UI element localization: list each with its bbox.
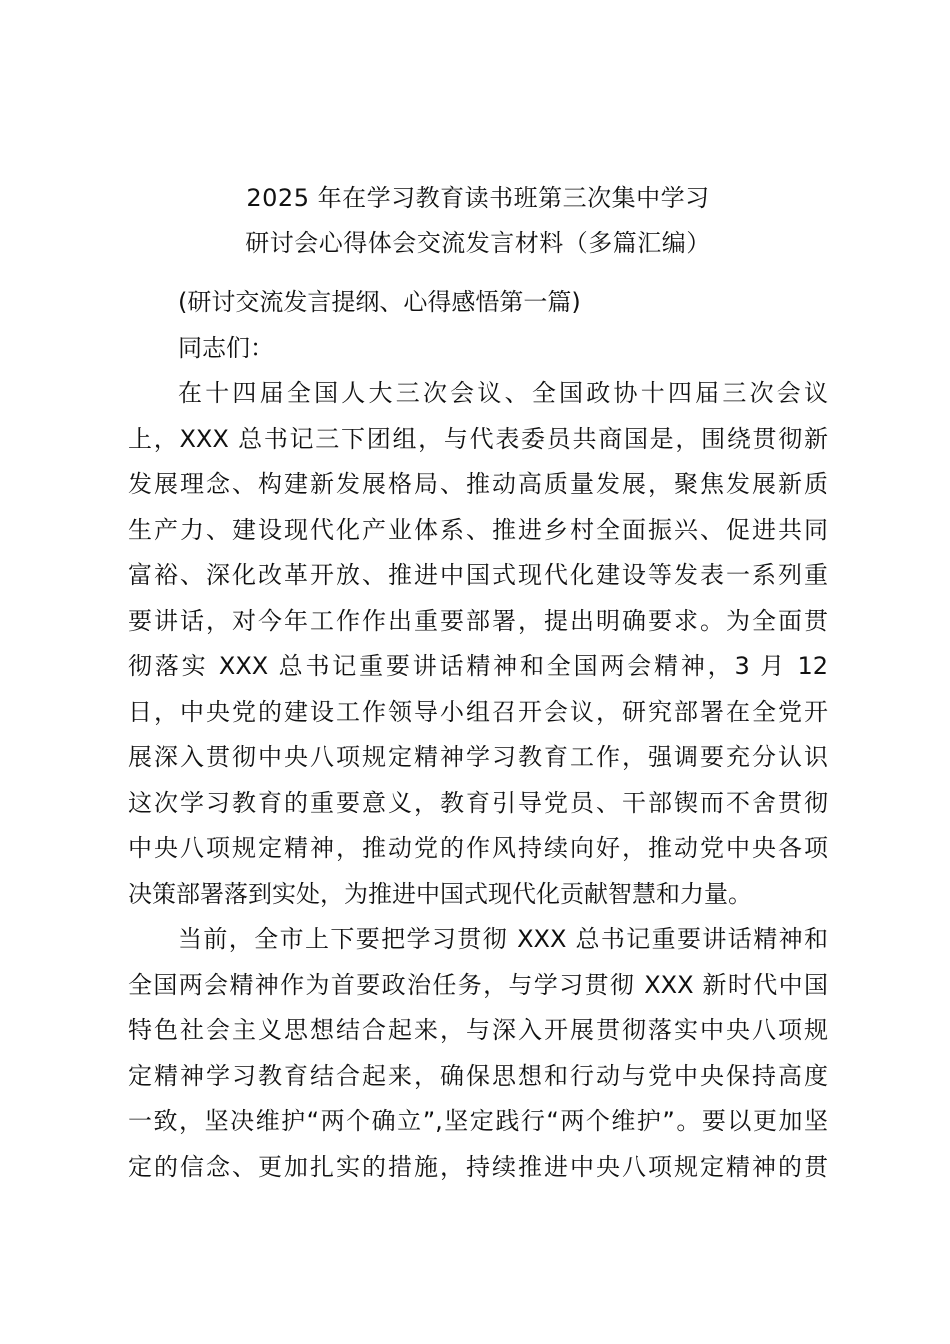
document-subtitle: (研讨交流发言提纲、心得感悟第一篇) — [178, 288, 581, 316]
paragraph-line: 展深入贯彻中央八项规定精神学习教育工作，强调要充分认识 — [128, 743, 828, 771]
document-body — [128, 280, 828, 1190]
paragraph-line: 富裕、深化改革开放、推进中国式现代化建设等发表一系列重 — [128, 561, 828, 589]
paragraph-line: 全国两会精神作为首要政治任务，与学习贯彻 XXX 新时代中国 — [128, 970, 828, 999]
paragraph-1 — [128, 371, 828, 917]
paragraph-line: 定的信念、更加扎实的措施，持续推进中央八项规定精神的贯 — [128, 1152, 828, 1181]
paragraph-line: 发展理念、构建新发展格局、推动高质量发展，聚焦发展新质 — [128, 470, 828, 498]
paragraph-line: 这次学习教育的重要意义，教育引导党员、干部锲而不舍贯彻 — [128, 788, 828, 817]
paragraph-line: 决策部署落到实处，为推进中国式现代化贡献智慧和力量。 — [128, 879, 752, 908]
paragraph-line: 日，中央党的建设工作领导小组召开会议，研究部署在全党开 — [128, 697, 828, 726]
paragraph-line: 在十四届全国人大三次会议、全国政协十四届三次会议 — [178, 379, 828, 407]
document-title-line-2: 研讨会心得体会交流发言材料（多篇汇编） — [245, 229, 711, 257]
paragraph-line: 定精神学习教育结合起来，确保思想和行动与党中央保持高度 — [128, 1061, 828, 1090]
paragraph-line: 中央八项规定精神，推动党的作风持续向好，推动党中央各项 — [128, 834, 828, 862]
paragraph-line: 彻落实 XXX 总书记重要讲话精神和全国两会精神，3 月 12 — [128, 652, 828, 680]
paragraph-line: 当前，全市上下要把学习贯彻 XXX 总书记重要讲话精神和 — [178, 925, 828, 953]
paragraph-line: 特色社会主义思想结合起来，与深入开展贯彻落实中央八项规 — [128, 1016, 828, 1044]
paragraph-line: 上，XXX 总书记三下团组，与代表委员共商国是，围绕贯彻新 — [128, 424, 828, 453]
document-title-line-1: 2025 年在学习教育读书班第三次集中学习 — [246, 184, 710, 212]
paragraph-2 — [128, 917, 828, 1190]
paragraph-line: 要讲话，对今年工作作出重要部署，提出明确要求。为全面贯 — [128, 606, 828, 635]
paragraph-line: 一致，坚决维护“两个确立”,坚定践行“两个维护”。要以更加坚 — [128, 1107, 828, 1135]
salutation: 同志们： — [178, 333, 274, 362]
paragraph-line: 生产力、建设现代化产业体系、推进乡村全面振兴、促进共同 — [128, 515, 828, 544]
